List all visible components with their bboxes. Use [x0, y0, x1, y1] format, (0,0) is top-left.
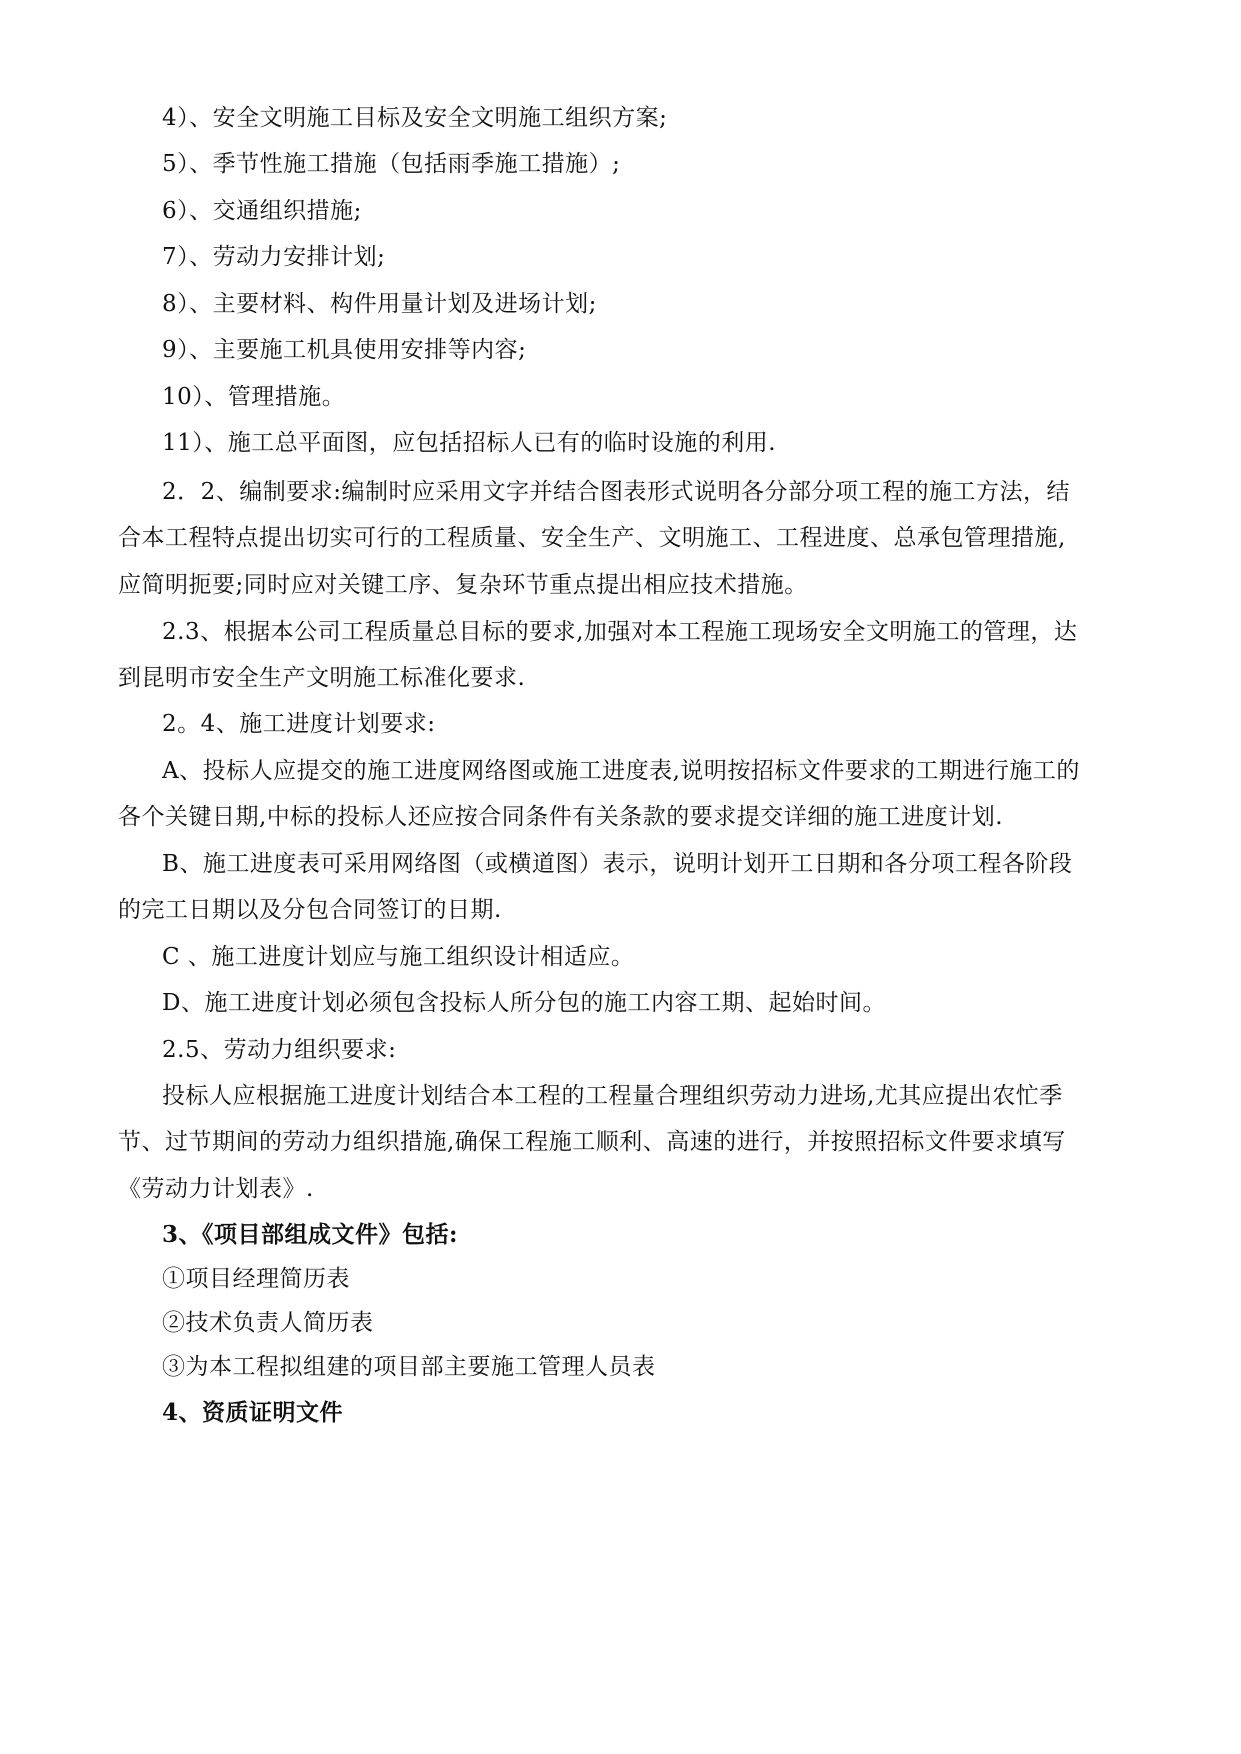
- text-line: 7）、劳动力安排计划;: [162, 244, 386, 270]
- text-line: 《劳动力计划表》.: [118, 1176, 314, 1202]
- text-line: 2。4、施工进度计划要求:: [162, 711, 436, 737]
- text-line: 2.5、劳动力组织要求:: [162, 1037, 397, 1063]
- text-line: A、投标人应提交的施工进度网络图或施工进度表,说明按招标文件要求的工期进行施工的: [162, 758, 1080, 784]
- section-heading: 3、《项目部组成文件》包括:: [162, 1221, 458, 1248]
- text-line: 的完工日期以及分包合同签订的日期.: [118, 897, 502, 923]
- text-line: C 、施工进度计划应与施工组织设计相适应。: [162, 944, 635, 970]
- text-line: B、施工进度表可采用网络图（或横道图）表示，说明计划开工日期和各分项工程各阶段: [162, 851, 1073, 877]
- text-line: 2．2、编制要求:编制时应采用文字并结合图表形式说明各分部分项工程的施工方法，结: [162, 479, 1071, 505]
- text-line: 各个关键日期,中标的投标人还应按合同条件有关条款的要求提交详细的施工进度计划.: [118, 804, 1004, 830]
- text-line: 投标人应根据施工进度计划结合本工程的工程量合理组织劳动力进场,尤其应提出农忙季: [162, 1083, 1063, 1109]
- text-line: 5）、季节性施工措施（包括雨季施工措施）;: [162, 151, 621, 177]
- text-line: 应简明扼要;同时应对关键工序、复杂环节重点提出相应技术措施。: [118, 572, 808, 598]
- section-heading: 4、资质证明文件: [162, 1399, 344, 1426]
- text-line: D、施工进度计划必须包含投标人所分包的施工内容工期、起始时间。: [162, 990, 886, 1016]
- text-line: 节、过节期间的劳动力组织措施,确保工程施工顺利、高速的进行，并按照招标文件要求填写: [118, 1129, 1066, 1155]
- list-item: ②技术负责人简历表: [162, 1310, 374, 1336]
- list-item: ③为本工程拟组建的项目部主要施工管理人员表: [162, 1354, 656, 1380]
- text-line: 8）、主要材料、构件用量计划及进场计划;: [162, 291, 597, 317]
- text-line: 11）、施工总平面图，应包括招标人已有的临时设施的利用.: [162, 430, 777, 456]
- text-line: 10）、管理措施。: [162, 384, 346, 410]
- text-line: 2.3、根据本公司工程质量总目标的要求,加强对本工程施工现场安全文明施工的管理，达: [162, 619, 1078, 645]
- text-line: 4）、安全文明施工目标及安全文明施工组织方案;: [162, 105, 668, 131]
- list-item: ①项目经理简历表: [162, 1266, 350, 1292]
- text-line: 到昆明市安全生产文明施工标准化要求.: [118, 665, 526, 691]
- text-line: 合本工程特点提出切实可行的工程质量、安全生产、文明施工、工程进度、总承包管理措施,: [118, 525, 1066, 551]
- text-line: 6）、交通组织措施;: [162, 198, 362, 224]
- text-line: 9）、主要施工机具使用安排等内容;: [162, 337, 527, 363]
